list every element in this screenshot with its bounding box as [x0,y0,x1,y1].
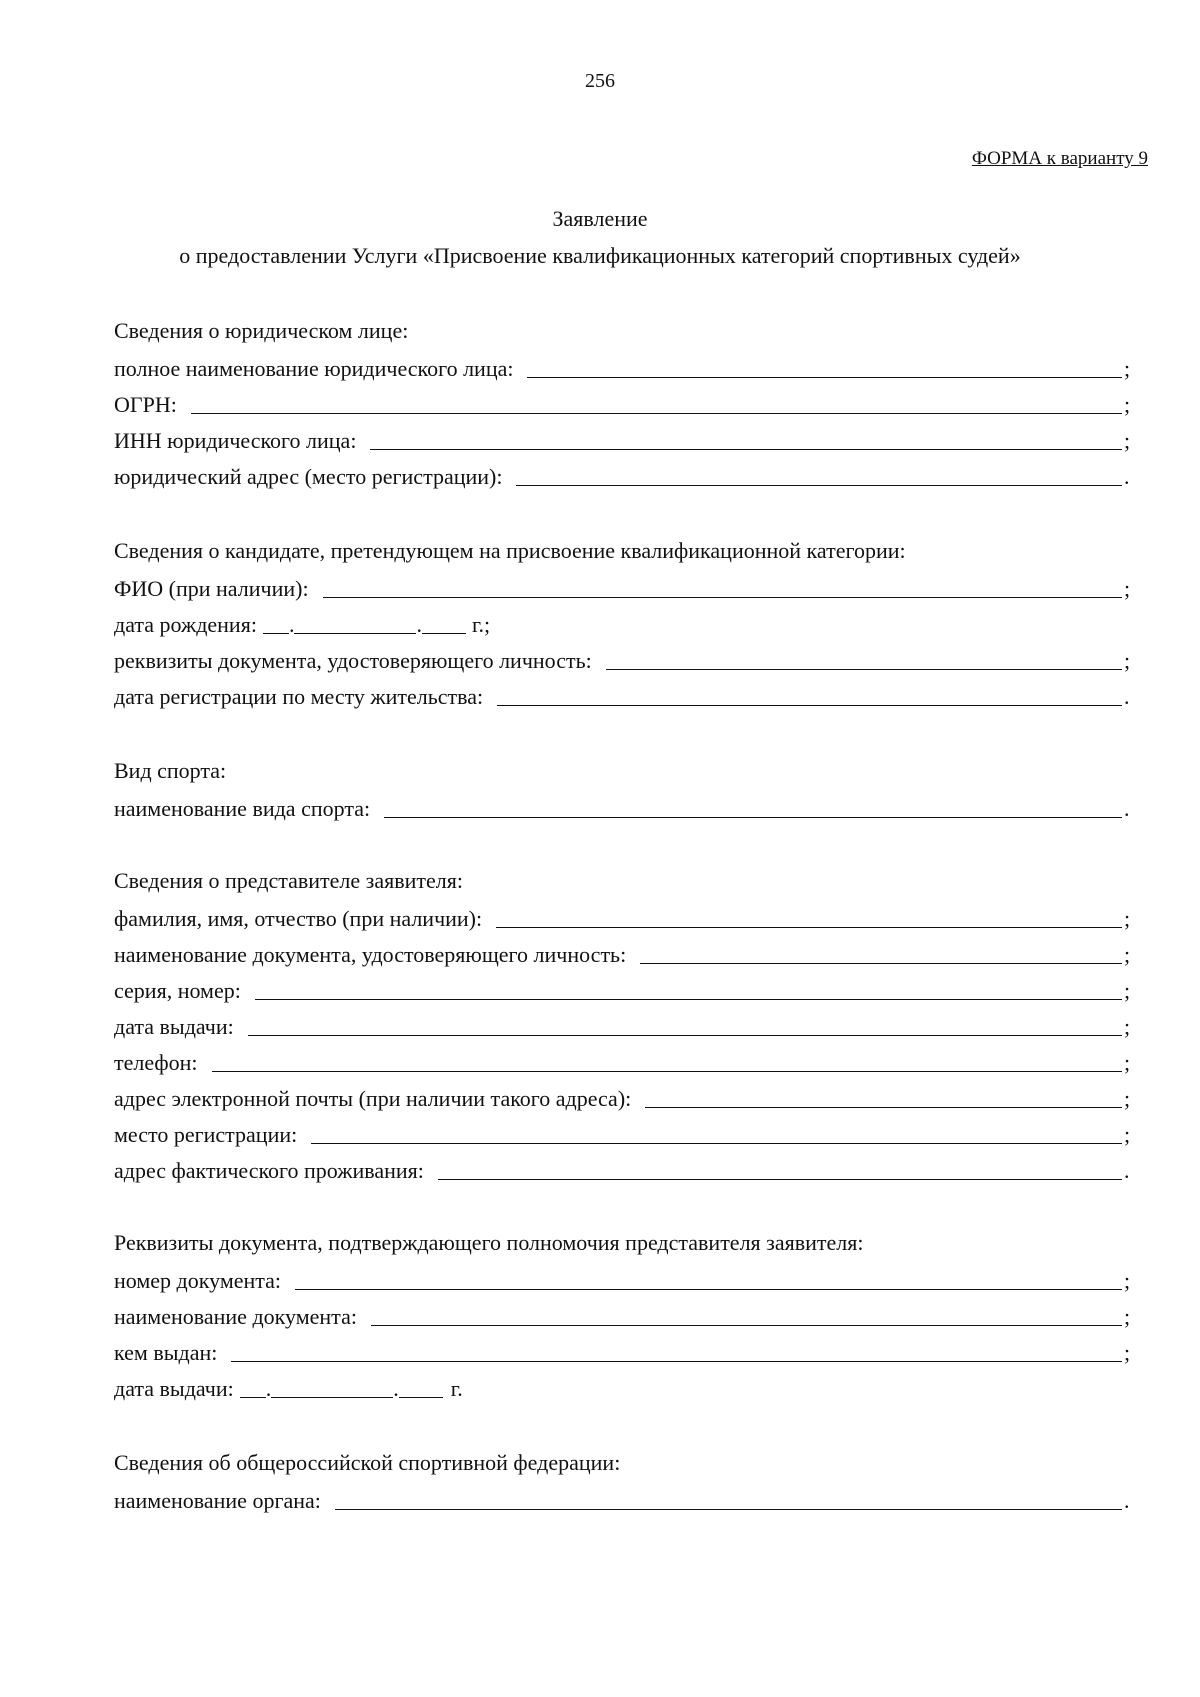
end-punctuation: ; [1124,942,1131,967]
end-punctuation: ; [1124,356,1131,381]
federation-heading: Сведения об общероссийской спортивной федерации: [114,1450,621,1475]
field-label: телефон: [114,1050,198,1075]
birth-year-field[interactable] [422,613,466,634]
field-label: наименование документа, удостоверяющего личность: [114,942,627,967]
field-label: место регистрации: [114,1122,298,1147]
end-punctuation: . [1124,684,1130,709]
field-label: адрес электронной почты (при наличии такого адреса): [114,1086,632,1111]
sport-heading: Вид спорта: [114,758,227,783]
phone-row [114,1046,1136,1076]
legal-address-row [114,460,1136,490]
doc-number-field[interactable] [295,1267,1122,1290]
email-field[interactable] [645,1085,1122,1108]
inn-field[interactable] [370,427,1122,450]
issued-by-row [114,1336,1136,1366]
year-suffix: г.; [471,612,491,637]
legal-entity-full-name-row [114,352,1136,382]
field-label: ИНН юридического лица: [114,428,357,453]
field-label: наименование органа: [114,1488,321,1513]
end-punctuation: ; [1124,1268,1131,1293]
end-punctuation: ; [1124,1050,1131,1075]
end-punctuation: ; [1124,1340,1131,1365]
end-punctuation: ; [1124,1086,1131,1111]
field-label: дата выдачи: [114,1376,234,1401]
registration-place-field[interactable] [311,1121,1122,1144]
authority-doc-heading: Реквизиты документа, подтверждающего полномочия представителя заявителя: [114,1230,864,1255]
legal-address-field[interactable] [516,463,1122,486]
field-label: полное наименование юридического лица: [114,356,514,381]
phone-field[interactable] [212,1049,1122,1072]
issue-day-field[interactable] [240,1377,266,1398]
field-label: наименование вида спорта: [114,796,371,821]
end-punctuation: . [1124,1158,1130,1183]
end-punctuation: ; [1124,1122,1131,1147]
authority-doc-name-row [114,1300,1136,1330]
field-label: ОГРН: [114,392,177,417]
federation-body-field[interactable] [335,1487,1122,1510]
page-number: 256 [585,70,615,92]
field-label: ФИО (при наличии): [114,576,309,601]
representative-doc-name-field[interactable] [640,941,1122,964]
end-punctuation: ; [1124,648,1131,673]
candidate-fio-field[interactable] [323,575,1122,598]
end-punctuation: ; [1124,392,1131,417]
ogrn-field[interactable] [191,391,1122,414]
end-punctuation: . [1124,464,1130,489]
document-title: Заявление [552,206,648,231]
registration-place-row [114,1118,1136,1148]
registration-date-row [114,680,1136,710]
field-label: дата рождения: [114,612,257,637]
email-row [114,1082,1136,1112]
representative-fio-field[interactable] [496,905,1122,928]
series-number-row [114,974,1136,1004]
field-label: серия, номер: [114,978,241,1003]
inn-row [114,424,1136,454]
field-label: дата выдачи: [114,1014,234,1039]
end-punctuation: ; [1124,906,1131,931]
birth-day-field[interactable] [263,613,289,634]
series-number-field[interactable] [255,977,1122,1000]
field-label: наименование документа: [114,1304,357,1329]
field-label: фамилия, имя, отчество (при наличии): [114,906,483,931]
field-label: юридический адрес (место регистрации): [114,464,503,489]
document-subtitle: о предоставлении Услуги «Присвоение квалификационных категорий спортивных судей» [179,243,1021,268]
field-label: реквизиты документа, удостоверяющего личность: [114,648,592,673]
candidate-heading: Сведения о кандидате, претендующем на присвоение квалификационной категории: [114,538,906,563]
field-label: адрес фактического проживания: [114,1158,424,1183]
birth-date-row: дата рождения: . . г.; [114,612,491,637]
birth-month-field[interactable] [294,613,416,634]
actual-address-field[interactable] [438,1157,1122,1180]
authority-doc-name-field[interactable] [371,1303,1122,1326]
end-punctuation: ; [1124,978,1131,1003]
field-label: кем выдан: [114,1340,218,1365]
candidate-fio-row [114,572,1136,602]
field-label: дата регистрации по месту жительства: [114,684,484,709]
end-punctuation: ; [1124,1014,1131,1039]
representative-fio-row [114,902,1136,932]
end-punctuation: ; [1124,428,1131,453]
end-punctuation: ; [1124,1304,1131,1329]
candidate-id-document-field[interactable] [606,647,1122,670]
legal-entity-heading: Сведения о юридическом лице: [114,318,409,343]
sport-name-field[interactable] [384,795,1122,818]
candidate-id-document-row [114,644,1136,674]
end-punctuation: ; [1124,576,1131,601]
end-punctuation: . [1124,796,1130,821]
form-reference: ФОРМА к варианту 9 [971,148,1148,169]
issue-year-field[interactable] [399,1377,443,1398]
issued-by-field[interactable] [231,1339,1122,1362]
representative-doc-name-row [114,938,1136,968]
issue-date-row [114,1010,1136,1040]
federation-body-row [114,1484,1136,1514]
sport-name-row [114,792,1136,822]
registration-date-field[interactable] [497,683,1122,706]
issue-date-field[interactable] [248,1013,1122,1036]
ogrn-row [114,388,1136,418]
legal-entity-full-name-field[interactable] [527,355,1122,378]
representative-heading: Сведения о представителе заявителя: [114,868,463,893]
field-label: номер документа: [114,1268,282,1293]
year-suffix: г. [450,1376,463,1401]
doc-number-row [114,1264,1136,1294]
issue-month-field[interactable] [271,1377,393,1398]
end-punctuation: . [1124,1488,1130,1513]
authority-issue-date-row: дата выдачи: . . г. [114,1376,463,1401]
actual-address-row [114,1154,1136,1184]
